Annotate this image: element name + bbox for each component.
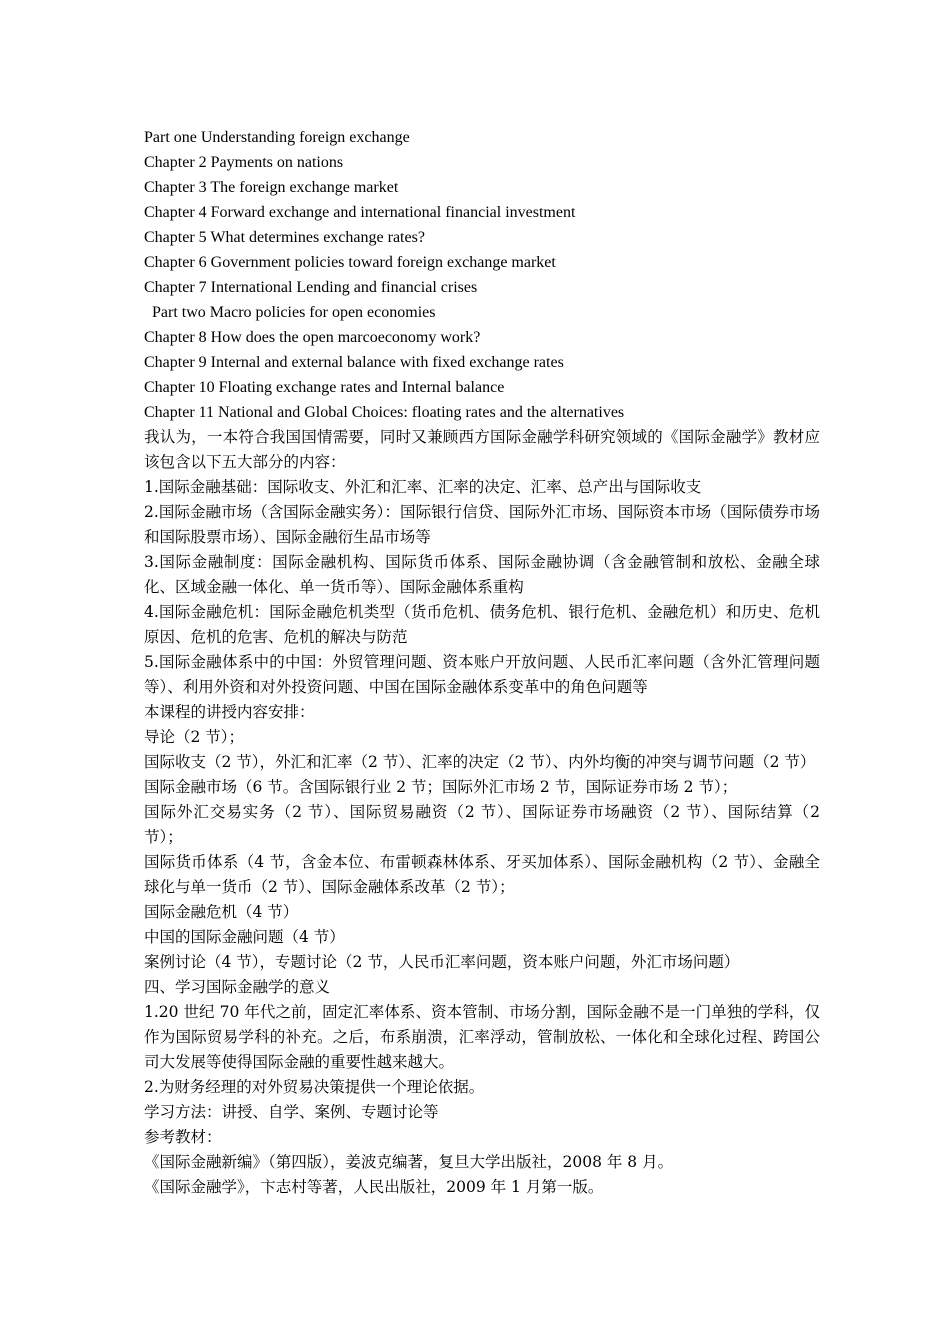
content-item-2: 2.国际金融市场（含国际金融实务）：国际银行信贷、国际外汇市场、国际资本市场（国际债券市场和国际股票市场）、国际金融衍生品市场等 <box>144 503 820 546</box>
schedule-item: 国际金融市场（6 节。含国际银行业 2 节；国际外汇市场 2 节，国际证券市场 2 节）； <box>144 778 738 796</box>
study-methods: 学习方法：讲授、自学、案例、专题讨论等 <box>144 1103 439 1121</box>
toc-chapter-10: Chapter 10 Floating exchange rates and Internal balance <box>144 379 505 396</box>
schedule-item: 导论（2 节）； <box>144 728 245 746</box>
toc-chapter-3: Chapter 3 The foreign exchange market <box>144 179 399 196</box>
schedule-item: 国际收支（2 节），外汇和汇率（2 节）、汇率的决定（2 节）、内外均衡的冲突与调节问题（2 节） <box>144 753 816 771</box>
toc-chapter-2: Chapter 2 Payments on nations <box>144 154 344 171</box>
schedule-item: 国际外汇交易实务（2 节）、国际贸易融资（2 节）、国际证券市场融资（2 节）、国际结算（2 节）； <box>144 803 820 846</box>
content-item-1: 1.国际金融基础：国际收支、外汇和汇率、汇率的决定、汇率、总产出与国际收支 <box>144 478 702 496</box>
reference-item: 《国际金融学》，卞志村等著，人民出版社，2009 年 1 月第一版。 <box>144 1178 604 1196</box>
toc-chapter-4: Chapter 4 Forward exchange and international financial investment <box>144 204 576 221</box>
content-item-4: 4.国际金融危机：国际金融危机类型（货币危机、债务危机、银行危机、金融危机）和历史、危机原因、危机的危害、危机的解决与防范 <box>144 603 820 646</box>
reference-heading: 参考教材： <box>144 1128 222 1146</box>
schedule-item: 国际金融危机（4 节） <box>144 903 299 921</box>
reference-item: 《国际金融新编》（第四版），姜波克编著，复旦大学出版社，2008 年 8 月。 <box>144 1153 674 1171</box>
toc-chapter-7: Chapter 7 International Lending and financial crises <box>144 279 478 296</box>
schedule-item: 国际货币体系（4 节，含金本位、布雷顿森林体系、牙买加体系）、国际金融机构（2 节）、金融全球化与单一货币（2 节）、国际金融体系改革（2 节）； <box>144 853 820 896</box>
schedule-heading: 本课程的讲授内容安排： <box>144 703 315 721</box>
schedule-item: 案例讨论（4 节），专题讨论（2 节，人民币汇率问题，资本账户问题，外汇市场问题） <box>144 953 740 971</box>
content-item-3: 3.国际金融制度：国际金融机构、国际货币体系、国际金融协调（含金融管制和放松、金融全球化、区域金融一体化、单一货币等）、国际金融体系重构 <box>144 553 820 596</box>
toc-part-one-heading: Part one Understanding foreign exchange <box>144 129 410 146</box>
toc-chapter-9: Chapter 9 Internal and external balance with fixed exchange rates <box>144 354 564 371</box>
toc-chapter-6: Chapter 6 Government policies toward foreign exchange market <box>144 254 556 271</box>
toc-chapter-5: Chapter 5 What determines exchange rates? <box>144 229 425 246</box>
significance-heading: 四、学习国际金融学的意义 <box>144 978 331 996</box>
toc-chapter-11: Chapter 11 National and Global Choices: floating rates and the alternatives <box>144 404 625 421</box>
significance-item-2: 2.为财务经理的对外贸易决策提供一个理论依据。 <box>144 1078 485 1096</box>
intro-paragraph: 我认为，一本符合我国国情需要，同时又兼顾西方国际金融学科研究领域的《国际金融学》教材应该包含以下五大部分的内容： <box>144 428 820 471</box>
document-content <box>144 125 820 1200</box>
significance-item-1: 1.20 世纪 70 年代之前，固定汇率体系、资本管制、市场分割，国际金融不是一门单独的学科，仅作为国际贸易学科的补充。之后，布系崩溃，汇率浮动，管制放松、一体化和全球化过程、跨国公司大发展等使得国际金融的重要性越来越大。 <box>144 1003 820 1071</box>
schedule-item: 中国的国际金融问题（4 节） <box>144 928 345 946</box>
toc-chapter-8: Chapter 8 How does the open marcoeconomy work? <box>144 329 481 346</box>
toc-part-two-heading: Part two Macro policies for open economies <box>152 304 436 321</box>
content-item-5: 5.国际金融体系中的中国：外贸管理问题、资本账户开放问题、人民币汇率问题（含外汇管理问题等）、利用外资和对外投资问题、中国在国际金融体系变革中的角色问题等 <box>144 653 820 696</box>
